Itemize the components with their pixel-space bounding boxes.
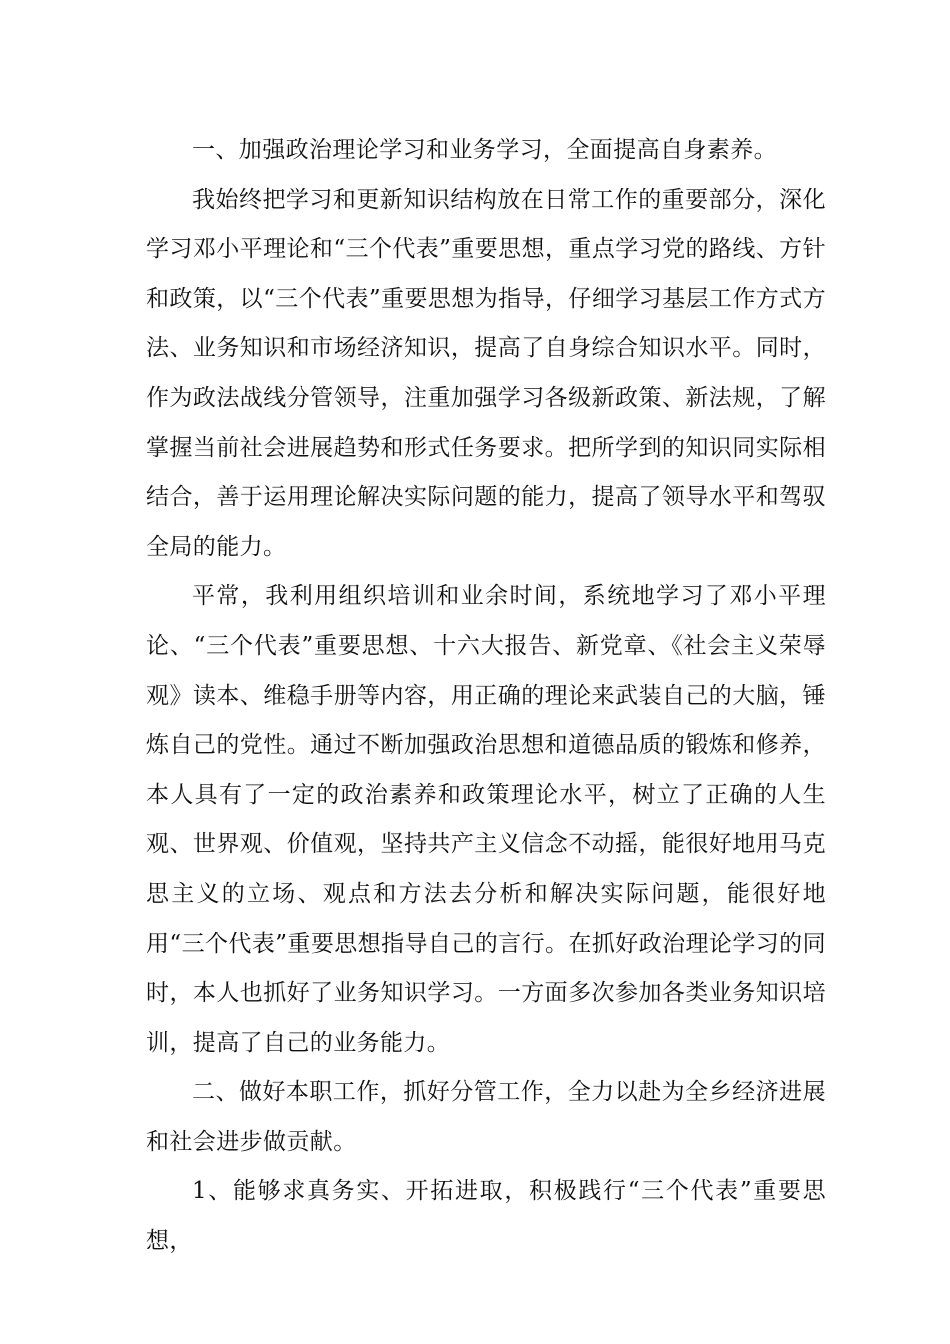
paragraph-study-theory: 平常，我利用组织培训和业余时间，系统地学习了邓小平理论、“三个代表”重要思想、十六大报告、新党章、《社会主义荣辱观》读本、维稳手册等内容，用正确的理论来武装自己的大脑，锤炼自己的党性。通过不断加强政治思想和道德品质的锻炼和修养，本人具有了一定的政治素养和政策理论水平，树立了正确的人生观、世界观、价值观，坚持共产主义信念不动摇，能很好地用马克思主义的立场、观点和方法去分析和解决实际问题，能很好地用“三个代表”重要思想指导自己的言行。在抓好政治理论学习的同时，本人也抓好了业务知识学习。一方面多次参加各类业务知识培训，提高了自己的业务能力。 <box>146 583 826 1056</box>
paragraph-section-two-heading: 二、做好本职工作，抓好分管工作，全力以赴为全乡经济进展和社会进步做贡献。 <box>146 1079 826 1155</box>
paragraph-section-one-heading: 一、加强政治理论学习和业务学习，全面提高自身素养。 <box>192 137 777 163</box>
paragraph-study-knowledge: 我始终把学习和更新知识结构放在日常工作的重要部分，深化学习邓小平理论和“三个代表”重要思想，重点学习党的路线、方针和政策，以“三个代表”重要思想为指导，仔细学习基层工作方式方法、业务知识和市场经济知识，提高了自身综合知识水平。同时，作为政法战线分管领导，注重加强学习各级新政策、新法规，了解掌握当前社会进展趋势和形式任务要求。把所学到的知识同实际相结合，善于运用理论解决实际问题的能力，提高了领导水平和驾驭全局的能力。 <box>146 186 826 560</box>
paragraph-item-one: 1、能够求真务实、开拓进取，积极践行“三个代表”重要思想， <box>146 1178 826 1255</box>
document-body <box>146 126 826 1267</box>
